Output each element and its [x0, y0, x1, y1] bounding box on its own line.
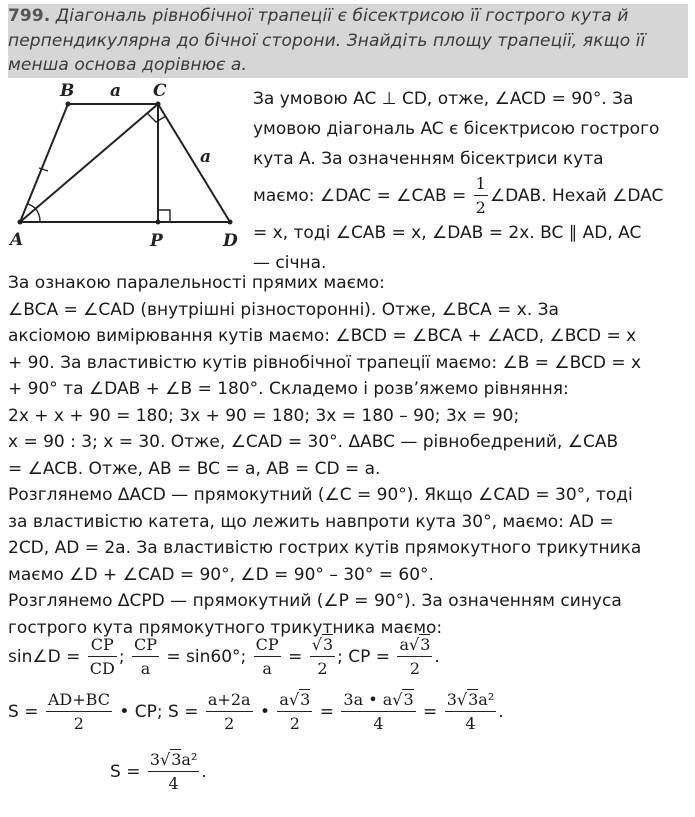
side-line-6: — січна. — [253, 253, 327, 273]
body-line: 2x + x + 90 = 180; 3x + 90 = 180; 3x = 180 – 90; 3x = 90; — [8, 405, 520, 426]
fraction: $\frac{\text{3√3a²}}{4}$ — [446, 690, 495, 733]
label-p: P — [150, 231, 163, 251]
fraction: $\frac{a√3}{2}$ — [279, 690, 311, 733]
body-line: За ознакою паралельності прямих маємо: — [8, 273, 385, 293]
body-line: + 90. За властивістю кутів рівнобічної трапеції маємо: ∠B = ∠BCD = x — [8, 352, 642, 373]
body-line: маємо ∠D + ∠CAD = 90°, ∠D = 90° – 30° = 60°. — [8, 564, 434, 585]
side-line-1: За умовою AC ⊥ CD, отже, ∠ACD = 90°. За — [253, 89, 634, 109]
problem-number: 799. — [8, 6, 51, 26]
fraction: $\frac{3a • a√3}{4}$ — [343, 690, 414, 733]
body-line: Розглянемо ΔCPD — прямокутний (∠P = 90°). За означенням синуса — [8, 591, 622, 611]
body-line: гострого кута прямокутного трикутника маємо: — [8, 617, 443, 638]
label-a: A — [10, 230, 24, 250]
side-line-2: умовою діагональ AC є бісектрисою гострого — [253, 119, 660, 139]
fraction: $\frac{CP}{a}$ — [255, 635, 279, 678]
fraction-half: $\frac{1}{2}$ — [475, 174, 486, 217]
fraction: $\frac{√3}{2}$ — [311, 635, 334, 678]
label-d: D — [223, 231, 238, 251]
body-line: x = 90 : 3; x = 30. Отже, ∠CAD = 30°. ΔABC — рівнобедрений, ∠CAB — [8, 432, 619, 452]
body-line: аксіомою вимірювання кутів маємо: ∠BCD = ∠BCA + ∠ACD, ∠BCD = x — [8, 326, 637, 346]
label-top-a: a — [110, 81, 122, 101]
label-c: C — [153, 81, 167, 101]
problem-statement — [8, 4, 688, 78]
equation-sine: sin∠D = $\frac{CP}{CD}$ ; $\frac{CP}{a}$ = sin60°; $\frac{CP}{a}$ = $\frac{√3}{2}$ ; CP = $\frac{a√3}{2}$ . — [8, 635, 440, 678]
problem-line-3: менша основа дорівнює a. — [8, 55, 247, 75]
side-line-4: маємо: ∠DAC = ∠CAB = $\frac{1}{2}$ ∠DAB. Нехай ∠DAC — [253, 174, 664, 217]
angle-arc-a2 — [28, 204, 35, 208]
trapezoid-outline — [20, 104, 230, 222]
side-text — [253, 84, 693, 278]
fraction: $\frac{CP}{a}$ — [133, 635, 157, 678]
fraction: $\frac{a+2a}{2}$ — [207, 690, 251, 733]
label-b: B — [60, 81, 75, 101]
equation-area: S = $\frac{AD+BC}{2}$ • CP; S = $\frac{a+2a}{2}$ • $\frac{a√3}{2}$ = $\frac{3a • a√3}{4}$ = $\frac{\text{3√3a²}}{4}$ . — [8, 690, 504, 733]
body-line: за властивістю катета, що лежить навпроти кута 30°, маємо: AD = — [8, 511, 614, 532]
side-line-5: = x, тоді ∠CAB = x, ∠DAB = 2x. BC ∥ AD, AC — [253, 223, 642, 243]
fraction: $\frac{AD+BC}{2}$ — [47, 690, 110, 733]
equation-answer: S = $\frac{\text{3√3a²}}{4}$ . — [110, 750, 207, 793]
problem-line-1: Діагональ рівнобічної трапеції є бісектрисою її гострого кута й — [55, 6, 629, 26]
solution-body — [8, 270, 693, 641]
fraction: $\frac{\text{3√3a²}}{4}$ — [149, 750, 198, 793]
problem-line-2: перпендикулярна до бічної сторони. Знайдіть площу трапеції, якщо її — [8, 30, 646, 51]
diagonal-ac — [20, 104, 158, 222]
angle-arc-a1 — [35, 208, 40, 222]
fraction: $\frac{a√3}{2}$ — [399, 635, 431, 678]
right-angle-mark-p — [158, 210, 170, 222]
body-line: + 90° та ∠DAB + ∠B = 180°. Складемо і розв’яжемо рівняння: — [8, 379, 569, 399]
body-line: Розглянемо ΔACD — прямокутний (∠C = 90°). Якщо ∠CAD = 30°, тоді — [8, 485, 633, 505]
body-line: = ∠ACB. Отже, AB = BC = a, AB = CD = a. — [8, 458, 381, 479]
fraction: $\frac{CP}{CD}$ — [89, 635, 115, 678]
body-line: ∠BCA = ∠CAD (внутрішні різносторонні). Отже, ∠BCA = x. За — [8, 299, 559, 320]
trapezoid-figure — [8, 80, 243, 252]
label-right-a: a — [200, 147, 212, 167]
side-line-3: кута A. За означенням бісектриси кута — [253, 149, 604, 169]
body-line: 2CD, AD = 2a. За властивістю гострих кутів прямокутного трикутника — [8, 538, 642, 558]
